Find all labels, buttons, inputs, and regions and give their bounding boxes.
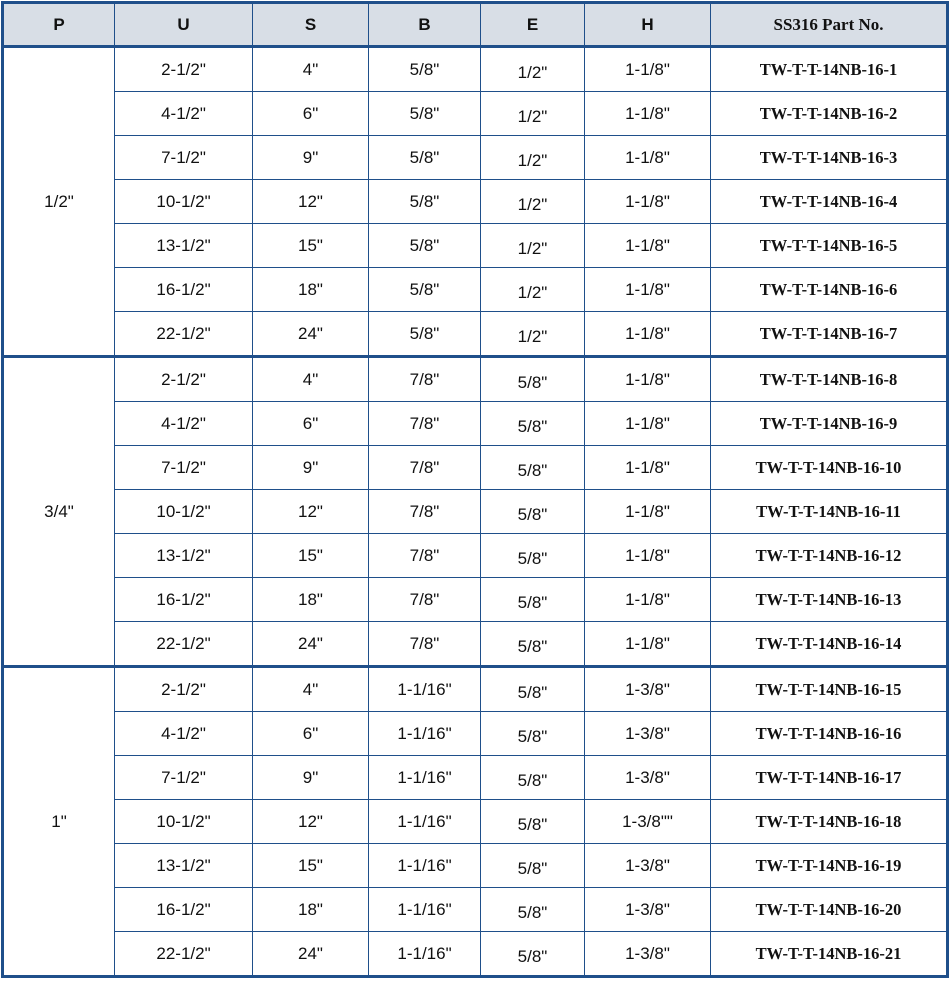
- part-number-cell: TW-T-T-14NB-16-13: [711, 578, 948, 622]
- e-cell: 5/8": [481, 534, 585, 578]
- part-number-cell: TW-T-T-14NB-16-1: [711, 47, 948, 92]
- part-number-cell: TW-T-T-14NB-16-4: [711, 180, 948, 224]
- e-cell: 5/8": [481, 932, 585, 977]
- table-row: [3, 47, 948, 92]
- u-cell: 2-1/2": [115, 667, 253, 712]
- part-number-cell: TW-T-T-14NB-16-11: [711, 490, 948, 534]
- u-cell: 16-1/2": [115, 888, 253, 932]
- h-cell: 1-1/8": [585, 622, 711, 667]
- h-cell: 1-3/8": [585, 756, 711, 800]
- u-cell: 10-1/2": [115, 800, 253, 844]
- part-number-cell: TW-T-T-14NB-16-20: [711, 888, 948, 932]
- part-number-cell: TW-T-T-14NB-16-21: [711, 932, 948, 977]
- b-cell: 1-1/16": [369, 712, 481, 756]
- e-cell: 5/8": [481, 667, 585, 712]
- header-part-number: SS316 Part No.: [711, 3, 948, 47]
- h-cell: 1-1/8": [585, 578, 711, 622]
- table-row: [3, 712, 948, 756]
- b-cell: 7/8": [369, 357, 481, 402]
- s-cell: 6": [253, 92, 369, 136]
- h-cell: 1-3/8": [585, 888, 711, 932]
- table-body: [3, 47, 948, 977]
- b-cell: 7/8": [369, 534, 481, 578]
- s-cell: 9": [253, 756, 369, 800]
- header-b: B: [369, 3, 481, 47]
- b-cell: 1-1/16": [369, 800, 481, 844]
- e-cell: 5/8": [481, 446, 585, 490]
- table-row: [3, 844, 948, 888]
- table-row: [3, 534, 948, 578]
- b-cell: 7/8": [369, 578, 481, 622]
- s-cell: 15": [253, 534, 369, 578]
- u-cell: 13-1/2": [115, 534, 253, 578]
- h-cell: 1-1/8": [585, 446, 711, 490]
- table-row: [3, 667, 948, 712]
- b-cell: 5/8": [369, 180, 481, 224]
- header-s: S: [253, 3, 369, 47]
- s-cell: 18": [253, 578, 369, 622]
- e-cell: 1/2": [481, 136, 585, 180]
- s-cell: 9": [253, 136, 369, 180]
- b-cell: 7/8": [369, 402, 481, 446]
- b-cell: 5/8": [369, 224, 481, 268]
- header-u: U: [115, 3, 253, 47]
- part-number-cell: TW-T-T-14NB-16-18: [711, 800, 948, 844]
- b-cell: 1-1/16": [369, 844, 481, 888]
- table-row: [3, 888, 948, 932]
- u-cell: 13-1/2": [115, 844, 253, 888]
- part-number-cell: TW-T-T-14NB-16-7: [711, 312, 948, 357]
- table-row: [3, 490, 948, 534]
- table-row: [3, 312, 948, 357]
- s-cell: 4": [253, 47, 369, 92]
- h-cell: 1-1/8": [585, 312, 711, 357]
- e-cell: 5/8": [481, 490, 585, 534]
- part-number-cell: TW-T-T-14NB-16-16: [711, 712, 948, 756]
- table-row: [3, 446, 948, 490]
- h-cell: 1-3/8": [585, 712, 711, 756]
- b-cell: 5/8": [369, 268, 481, 312]
- table-row: [3, 578, 948, 622]
- u-cell: 16-1/2": [115, 268, 253, 312]
- h-cell: 1-3/8"": [585, 800, 711, 844]
- s-cell: 12": [253, 180, 369, 224]
- table-row: [3, 224, 948, 268]
- u-cell: 2-1/2": [115, 357, 253, 402]
- e-cell: 5/8": [481, 844, 585, 888]
- table-row: [3, 402, 948, 446]
- table-row: [3, 357, 948, 402]
- part-number-cell: TW-T-T-14NB-16-3: [711, 136, 948, 180]
- part-number-cell: TW-T-T-14NB-16-5: [711, 224, 948, 268]
- s-cell: 12": [253, 490, 369, 534]
- e-cell: 1/2": [481, 180, 585, 224]
- b-cell: 7/8": [369, 622, 481, 667]
- s-cell: 6": [253, 402, 369, 446]
- h-cell: 1-3/8": [585, 667, 711, 712]
- e-cell: 5/8": [481, 800, 585, 844]
- h-cell: 1-3/8": [585, 844, 711, 888]
- part-number-cell: TW-T-T-14NB-16-14: [711, 622, 948, 667]
- e-cell: 1/2": [481, 312, 585, 357]
- b-cell: 1-1/16": [369, 667, 481, 712]
- e-cell: 1/2": [481, 92, 585, 136]
- table-row: [3, 92, 948, 136]
- dimensions-table: [1, 1, 949, 978]
- pipe-size-cell: 1": [3, 667, 115, 977]
- u-cell: 4-1/2": [115, 92, 253, 136]
- h-cell: 1-1/8": [585, 402, 711, 446]
- header-h: H: [585, 3, 711, 47]
- table-row: [3, 180, 948, 224]
- e-cell: 1/2": [481, 224, 585, 268]
- h-cell: 1-1/8": [585, 180, 711, 224]
- header-e: E: [481, 3, 585, 47]
- pipe-size-cell: 3/4": [3, 357, 115, 667]
- h-cell: 1-1/8": [585, 357, 711, 402]
- s-cell: 18": [253, 888, 369, 932]
- u-cell: 10-1/2": [115, 490, 253, 534]
- s-cell: 15": [253, 224, 369, 268]
- b-cell: 1-1/16": [369, 888, 481, 932]
- h-cell: 1-1/8": [585, 224, 711, 268]
- u-cell: 16-1/2": [115, 578, 253, 622]
- s-cell: 9": [253, 446, 369, 490]
- e-cell: 5/8": [481, 622, 585, 667]
- table-row: [3, 800, 948, 844]
- e-cell: 5/8": [481, 756, 585, 800]
- b-cell: 1-1/16": [369, 932, 481, 977]
- e-cell: 5/8": [481, 712, 585, 756]
- table-row: [3, 136, 948, 180]
- s-cell: 18": [253, 268, 369, 312]
- table-row: [3, 268, 948, 312]
- u-cell: 22-1/2": [115, 312, 253, 357]
- h-cell: 1-1/8": [585, 136, 711, 180]
- part-number-cell: TW-T-T-14NB-16-17: [711, 756, 948, 800]
- h-cell: 1-1/8": [585, 534, 711, 578]
- table-row: [3, 622, 948, 667]
- table-row: [3, 932, 948, 977]
- u-cell: 4-1/2": [115, 402, 253, 446]
- h-cell: 1-3/8": [585, 932, 711, 977]
- e-cell: 5/8": [481, 578, 585, 622]
- b-cell: 5/8": [369, 312, 481, 357]
- e-cell: 1/2": [481, 47, 585, 92]
- h-cell: 1-1/8": [585, 490, 711, 534]
- u-cell: 7-1/2": [115, 446, 253, 490]
- e-cell: 5/8": [481, 888, 585, 932]
- b-cell: 5/8": [369, 92, 481, 136]
- part-number-cell: TW-T-T-14NB-16-9: [711, 402, 948, 446]
- s-cell: 24": [253, 622, 369, 667]
- s-cell: 6": [253, 712, 369, 756]
- u-cell: 2-1/2": [115, 47, 253, 92]
- u-cell: 4-1/2": [115, 712, 253, 756]
- s-cell: 4": [253, 667, 369, 712]
- e-cell: 1/2": [481, 268, 585, 312]
- part-number-cell: TW-T-T-14NB-16-2: [711, 92, 948, 136]
- s-cell: 24": [253, 312, 369, 357]
- table-row: [3, 756, 948, 800]
- b-cell: 7/8": [369, 490, 481, 534]
- s-cell: 24": [253, 932, 369, 977]
- e-cell: 5/8": [481, 402, 585, 446]
- s-cell: 12": [253, 800, 369, 844]
- u-cell: 7-1/2": [115, 756, 253, 800]
- u-cell: 22-1/2": [115, 622, 253, 667]
- s-cell: 4": [253, 357, 369, 402]
- part-number-cell: TW-T-T-14NB-16-6: [711, 268, 948, 312]
- header-row: [3, 3, 948, 47]
- part-number-cell: TW-T-T-14NB-16-8: [711, 357, 948, 402]
- e-cell: 5/8": [481, 357, 585, 402]
- pipe-size-cell: 1/2": [3, 47, 115, 357]
- h-cell: 1-1/8": [585, 47, 711, 92]
- u-cell: 10-1/2": [115, 180, 253, 224]
- b-cell: 5/8": [369, 47, 481, 92]
- part-number-cell: TW-T-T-14NB-16-10: [711, 446, 948, 490]
- u-cell: 13-1/2": [115, 224, 253, 268]
- part-number-cell: TW-T-T-14NB-16-12: [711, 534, 948, 578]
- part-number-cell: TW-T-T-14NB-16-15: [711, 667, 948, 712]
- h-cell: 1-1/8": [585, 268, 711, 312]
- b-cell: 5/8": [369, 136, 481, 180]
- b-cell: 1-1/16": [369, 756, 481, 800]
- part-number-cell: TW-T-T-14NB-16-19: [711, 844, 948, 888]
- u-cell: 22-1/2": [115, 932, 253, 977]
- header-p: P: [3, 3, 115, 47]
- u-cell: 7-1/2": [115, 136, 253, 180]
- s-cell: 15": [253, 844, 369, 888]
- b-cell: 7/8": [369, 446, 481, 490]
- h-cell: 1-1/8": [585, 92, 711, 136]
